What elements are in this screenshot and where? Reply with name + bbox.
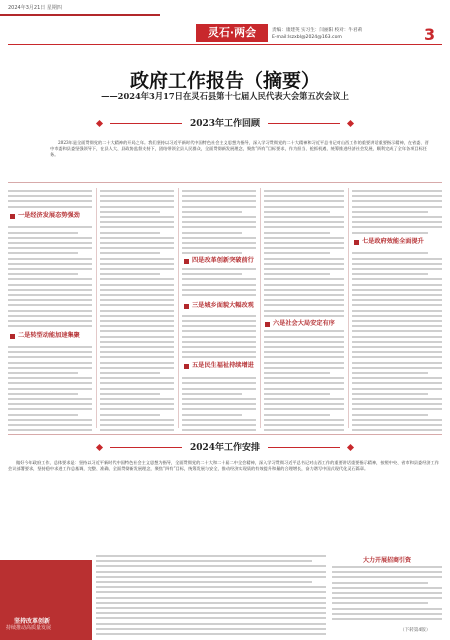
- text-line: [332, 576, 442, 578]
- text-line: [264, 221, 344, 223]
- text-line: [352, 216, 442, 218]
- text-line: [352, 195, 442, 197]
- text-line: [182, 398, 256, 400]
- text-line: [8, 398, 92, 400]
- text-line: [264, 377, 344, 379]
- text-line: [8, 408, 92, 410]
- masthead: [0, 0, 450, 44]
- text-line: [100, 398, 174, 400]
- text-line: [8, 190, 92, 192]
- text-line: [96, 555, 326, 557]
- text-line: [264, 424, 344, 426]
- text-line: [352, 429, 442, 431]
- text-line: [100, 237, 174, 239]
- text-line: [264, 252, 330, 254]
- text-line: [264, 216, 344, 218]
- text-line: [332, 582, 428, 584]
- text-line: [264, 372, 330, 374]
- text-line: [100, 362, 174, 364]
- text-line: [8, 367, 92, 369]
- text-line: [8, 393, 78, 395]
- text-line: [100, 258, 174, 260]
- text-line: [100, 367, 174, 369]
- text-line: [182, 393, 242, 395]
- text-line: [8, 258, 92, 260]
- text-line: [332, 592, 442, 594]
- text-line: [264, 263, 344, 265]
- text-line: [352, 367, 442, 369]
- text-line: [96, 576, 326, 578]
- text-line: [8, 351, 92, 353]
- text-line: [182, 377, 256, 379]
- text-line: [264, 211, 330, 213]
- divider: [8, 182, 442, 183]
- text-line: [100, 356, 174, 358]
- text-line: [332, 618, 442, 620]
- text-line: [352, 356, 442, 358]
- page-number: 3: [424, 25, 436, 44]
- text-line: [8, 200, 92, 202]
- text-line: [264, 346, 344, 348]
- text-line: [352, 258, 442, 260]
- text-line: [100, 414, 160, 416]
- text-line: [96, 586, 326, 588]
- text-line: [264, 304, 344, 306]
- text-line: [264, 310, 344, 312]
- text-line: [100, 226, 174, 228]
- text-line: [182, 315, 256, 317]
- text-line: [332, 571, 442, 573]
- text-line: [352, 200, 442, 202]
- text-line: [182, 408, 256, 410]
- text-line: [100, 200, 174, 202]
- text-line: [8, 195, 92, 197]
- subhead-7: 七是政府效能全面提升: [352, 236, 442, 247]
- text-line: [100, 294, 174, 296]
- subhead-6: 六是社会大局安定有序: [263, 318, 353, 329]
- diamond-icon: [347, 444, 354, 451]
- text-line: [8, 268, 92, 270]
- text-line: [100, 252, 160, 254]
- section-title-2023: 2023年工作回顾: [0, 116, 450, 129]
- text-line: [352, 408, 442, 410]
- text-line: [352, 289, 442, 291]
- text-line: [8, 252, 78, 254]
- text-line: [8, 388, 92, 390]
- text-line: [352, 362, 442, 364]
- text-line: [352, 268, 442, 270]
- text-line: [8, 304, 92, 306]
- text-line: [8, 237, 92, 239]
- text-line: [8, 377, 92, 379]
- text-line: [264, 299, 344, 301]
- text-line: [264, 190, 344, 192]
- text-line: [8, 372, 78, 374]
- text-line: [100, 419, 174, 421]
- text-line: [182, 242, 256, 244]
- text-line: [182, 237, 256, 239]
- text-line: [100, 351, 174, 353]
- text-line: [100, 216, 174, 218]
- text-line: [352, 294, 442, 296]
- text-line: [182, 325, 256, 327]
- subhead-4: 四是改革创新突破前行: [182, 255, 266, 266]
- text-line: [182, 346, 256, 348]
- text-line: [100, 284, 174, 286]
- text-line: [100, 320, 174, 322]
- diamond-icon: [96, 444, 103, 451]
- text-line: [100, 195, 174, 197]
- text-line: [100, 232, 160, 234]
- masthead-rule: [8, 44, 442, 45]
- text-line: [100, 382, 174, 384]
- text-line: [8, 289, 92, 291]
- text-line: [100, 372, 160, 374]
- text-line: [8, 362, 92, 364]
- text-line: [264, 200, 344, 202]
- text-line: [100, 341, 174, 343]
- divider: [8, 434, 442, 435]
- text-line: [8, 429, 92, 431]
- text-line: [352, 414, 428, 416]
- text-line: [352, 388, 442, 390]
- text-line: [182, 190, 256, 192]
- text-line: [352, 263, 442, 265]
- text-line: [352, 377, 442, 379]
- text-line: [264, 341, 344, 343]
- text-line: [96, 617, 326, 619]
- text-line: [100, 221, 174, 223]
- text-line: [332, 566, 442, 568]
- text-line: [264, 278, 344, 280]
- text-line: [352, 325, 442, 327]
- text-line: [182, 341, 256, 343]
- text-line: [264, 408, 344, 410]
- text-line: [8, 346, 92, 348]
- text-line: [100, 304, 174, 306]
- text-line: [100, 289, 174, 291]
- text-line: [8, 356, 92, 358]
- text-line: [96, 571, 326, 573]
- text-line: [264, 268, 344, 270]
- text-line: [100, 278, 174, 280]
- text-line: [332, 613, 442, 615]
- text-line: [264, 284, 344, 286]
- text-line: [100, 273, 160, 275]
- text-line: [352, 419, 442, 421]
- text-line: [182, 226, 256, 228]
- text-line: [100, 190, 174, 192]
- text-line: [182, 206, 256, 208]
- text-line: [352, 273, 428, 275]
- text-line: [8, 263, 92, 265]
- text-line: [352, 206, 442, 208]
- text-line: [100, 247, 174, 249]
- text-line: [182, 294, 256, 296]
- text-line: [182, 278, 256, 280]
- text-line: [352, 330, 442, 332]
- future-heading: 大力开展招商引资: [362, 557, 411, 564]
- text-line: [100, 429, 174, 431]
- article-subhead: ——2024年3月17日在灵石县第十七届人民代表大会第五次会议上: [101, 91, 349, 101]
- text-line: [100, 299, 174, 301]
- text-line: [332, 587, 442, 589]
- diamond-icon: [347, 120, 354, 127]
- text-line: [264, 356, 344, 358]
- text-line: [100, 346, 174, 348]
- text-line: [352, 424, 442, 426]
- text-line: [352, 310, 442, 312]
- text-line: [100, 325, 174, 327]
- text-line: [352, 336, 442, 338]
- text-line: [264, 294, 344, 296]
- text-line: [100, 310, 174, 312]
- text-line: [8, 419, 92, 421]
- text-line: [8, 273, 78, 275]
- text-line: [264, 429, 344, 431]
- text-line: [100, 336, 174, 338]
- text-line: [100, 242, 174, 244]
- text-line: [100, 388, 174, 390]
- text-line: [100, 408, 174, 410]
- text-line: [352, 320, 442, 322]
- subhead-3: 三是城乡面貌大幅改观: [182, 300, 266, 311]
- text-line: [264, 336, 344, 338]
- text-line: [96, 560, 312, 562]
- text-line: [100, 206, 174, 208]
- text-line: [264, 414, 330, 416]
- text-line: [100, 403, 174, 405]
- text-line: [96, 591, 326, 593]
- text-line: [8, 284, 92, 286]
- text-line: [264, 247, 344, 249]
- text-line: [8, 299, 92, 301]
- text-line: [8, 247, 92, 249]
- date-line: 2024年3月21日 星期四: [8, 5, 62, 11]
- intro-paragraph: 2023年是全面贯彻党的二十大精神的开局之年。我们坚持以习近平新时代中国特色社会主义思想为指导，深入学习贯彻党的二十大精神和习近平总书记对山西工作的重要讲话重要指示精神，在省委、晋中市委和县委坚强领导下，在县人大、县政协监督支持下，团结带领全县人民群众，全面贯彻新发展理念，聚焦“四有”目标要求，作为担当、抢抓机遇、统筹推进经济社会发展，顺利完成了全年各项目标任务。: [50, 140, 429, 158]
- text-line: [352, 304, 442, 306]
- text-line: [352, 252, 428, 254]
- text-line: [8, 206, 92, 208]
- section-title-2024: 2024年工作安排: [0, 440, 450, 453]
- text-line: [182, 419, 256, 421]
- text-line: [332, 608, 442, 610]
- text-line: [182, 216, 256, 218]
- text-line: [264, 367, 344, 369]
- text-line: [182, 284, 256, 286]
- text-line: [100, 393, 160, 395]
- text-line: [100, 315, 174, 317]
- staff-line: 责编：康建英 实习生：闫丽阳 校对：牛君莉: [272, 28, 363, 33]
- text-line: [182, 403, 256, 405]
- text-line: [264, 258, 344, 260]
- text-line: [182, 424, 256, 426]
- text-line: [264, 362, 344, 364]
- text-line: [264, 273, 330, 275]
- text-line: [264, 289, 344, 291]
- text-line: [8, 315, 92, 317]
- email-line: E-mail:lszxbl@2024@163.com: [272, 34, 342, 40]
- article-headline: 政府工作报告（摘要）: [129, 70, 320, 92]
- text-line: [182, 289, 256, 291]
- text-line: [100, 268, 174, 270]
- text-line: [182, 429, 256, 431]
- sidebar-line-1: 坚持改革创新: [14, 618, 51, 625]
- text-line: [264, 330, 344, 332]
- text-line: [352, 211, 428, 213]
- masthead-bar: [0, 14, 160, 16]
- text-line: [96, 633, 326, 635]
- text-line: [352, 403, 442, 405]
- text-line: [352, 315, 442, 317]
- text-line: [352, 284, 442, 286]
- text-line: [96, 565, 326, 567]
- text-line: [8, 403, 92, 405]
- text-line: [182, 414, 242, 416]
- text-line: [8, 414, 78, 416]
- text-line: [352, 299, 442, 301]
- text-line: [264, 237, 344, 239]
- text-line: [182, 336, 256, 338]
- text-line: [264, 315, 344, 317]
- text-line: [264, 398, 344, 400]
- text-line: [352, 372, 428, 374]
- text-line: [182, 221, 256, 223]
- text-line: [182, 200, 256, 202]
- text-line: [100, 424, 174, 426]
- text-line: [182, 232, 242, 234]
- text-line: [8, 232, 78, 234]
- text-line: [96, 623, 326, 625]
- text-line: [100, 377, 174, 379]
- section-title: 灵石·两会: [196, 24, 268, 42]
- text-line: [8, 226, 92, 228]
- text-line: [264, 232, 330, 234]
- text-line: [264, 388, 344, 390]
- text-line: [96, 607, 326, 609]
- text-line: [352, 232, 428, 234]
- text-line: [352, 226, 442, 228]
- staff-info: [272, 28, 422, 41]
- text-line: [8, 310, 92, 312]
- text-line: [182, 356, 256, 358]
- text-line: [264, 419, 344, 421]
- text-line: [96, 628, 326, 630]
- sidebar-line-2: 持续推动高质量发展: [6, 625, 52, 631]
- subhead-2: 二是转型动能加速集聚: [8, 330, 92, 341]
- text-line: [332, 597, 442, 599]
- text-line: [182, 330, 256, 332]
- text-line: [8, 325, 92, 327]
- text-line: [182, 268, 256, 270]
- text-line: [352, 190, 442, 192]
- text-line: [182, 195, 256, 197]
- text-line: [264, 403, 344, 405]
- text-line: [264, 226, 344, 228]
- text-line: [96, 581, 312, 583]
- text-line: [100, 330, 174, 332]
- text-line: [100, 211, 160, 213]
- text-line: [264, 351, 344, 353]
- text-line: [182, 382, 256, 384]
- text-line: [264, 206, 344, 208]
- text-line: [182, 351, 256, 353]
- text-line: [352, 221, 442, 223]
- text-line: [352, 346, 442, 348]
- continue-note: （下转第4版）: [400, 628, 431, 633]
- text-line: [352, 278, 442, 280]
- text-line: [352, 351, 442, 353]
- text-line: [8, 424, 92, 426]
- text-line: [264, 382, 344, 384]
- text-line: [8, 278, 92, 280]
- text-line: [182, 320, 256, 322]
- subhead-1: 一是经济发展态势强劲: [8, 210, 92, 221]
- section2-paragraph: 做好今年政府工作，总体要求是：坚持以习近平新时代中国特色社会主义思想为指导，全面贯彻党的二十大和二十届二中全会精神，深入学习贯彻习近平总书记对山西工作的重要讲话重要指示精神，按照中央、省市和县委经济工作会议部署要求，坚持稳中求进工作总基调，完整、准确、全面贯彻新发展理念，聚焦“四有”目标，统筹发展与安全，推动经济实现质的有效提升和量的合理增长，奋力谱写中国式现代化灵石篇章。: [8, 460, 439, 472]
- diamond-icon: [96, 120, 103, 127]
- text-line: [352, 382, 442, 384]
- text-line: [182, 211, 242, 213]
- text-line: [8, 242, 92, 244]
- text-line: [182, 247, 256, 249]
- text-line: [352, 341, 442, 343]
- text-line: [8, 382, 92, 384]
- text-line: [352, 393, 428, 395]
- text-line: [182, 388, 256, 390]
- text-line: [264, 393, 330, 395]
- subhead-5: 五是民生福祉持续增进: [182, 360, 266, 371]
- text-line: [332, 602, 428, 604]
- text-line: [352, 398, 442, 400]
- text-line: [100, 263, 174, 265]
- text-line: [264, 242, 344, 244]
- text-line: [8, 320, 92, 322]
- text-line: [264, 195, 344, 197]
- text-line: [8, 294, 92, 296]
- sidebar-banner: [0, 560, 92, 640]
- text-line: [96, 597, 326, 599]
- text-line: [96, 602, 326, 604]
- text-line: [182, 273, 242, 275]
- text-line: [96, 612, 326, 614]
